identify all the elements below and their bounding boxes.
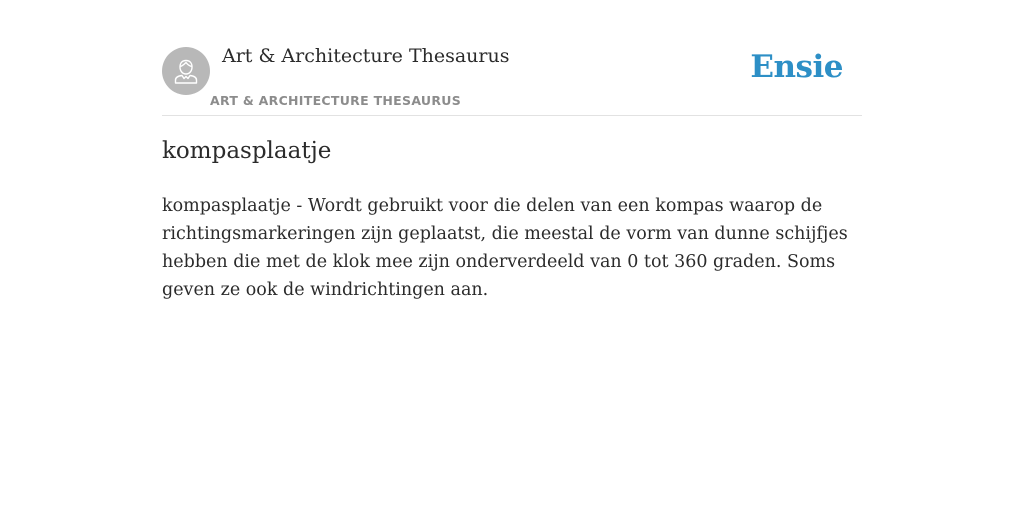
avatar[interactable] — [162, 47, 210, 95]
author-name[interactable]: Art & Architecture Thesaurus — [222, 45, 510, 67]
brand-logo[interactable]: Ensie — [750, 49, 843, 85]
user-icon — [171, 56, 201, 86]
page-title: kompasplaatje — [162, 138, 332, 164]
definition-text: kompasplaatje - Wordt gebruikt voor die delen van een kompas waarop de richtingsmarkeringen zijn geplaatst, die meestal de vorm van dunne schijfjes hebben die met de klok mee zijn onderverdeeld van 0 tot 360 graden. Soms geven ze ook de windrichtingen aan. — [162, 196, 848, 300]
author-header — [162, 0, 862, 116]
author-subtitle[interactable]: ART & ARCHITECTURE THESAURUS — [210, 93, 462, 108]
